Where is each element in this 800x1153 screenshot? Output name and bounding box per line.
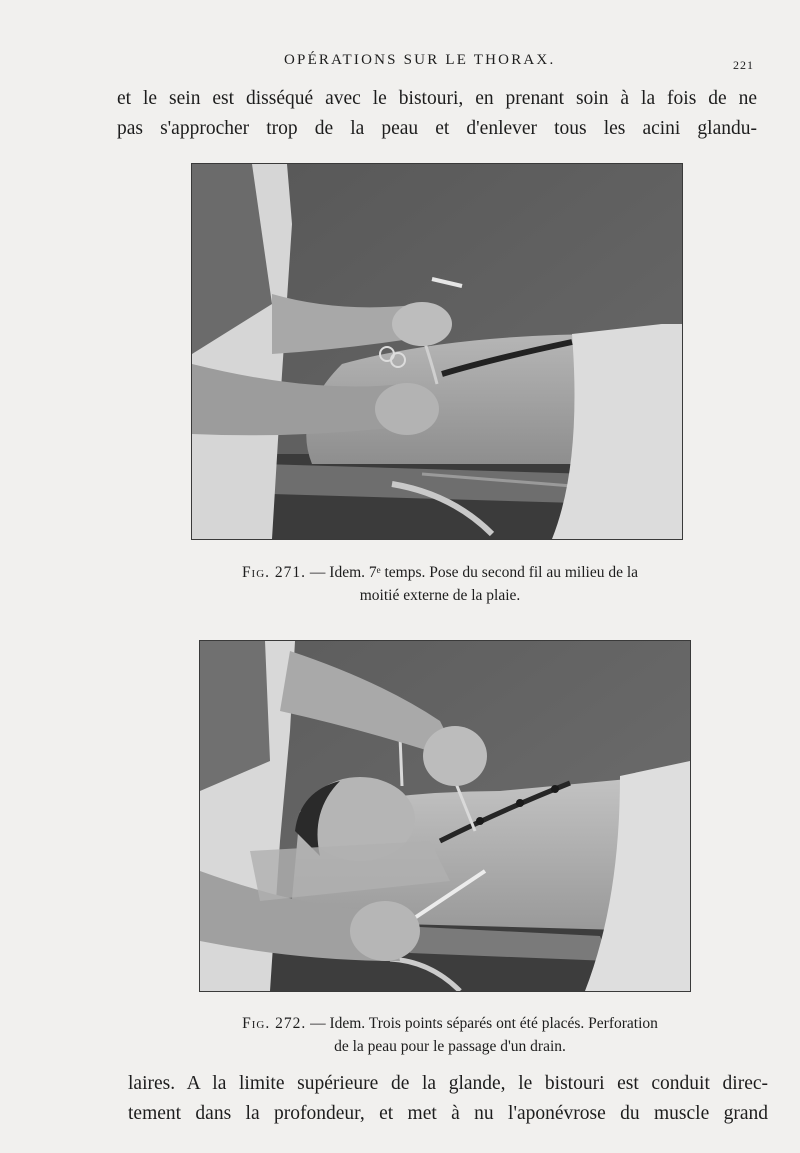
figure-272-photo	[199, 640, 691, 992]
text-line: laires. A la limite supérieure de la glande, le bistouri est conduit direc-	[128, 1073, 768, 1094]
page-number: 221	[733, 58, 754, 72]
body-text-bottom	[128, 1069, 768, 1129]
figure-271-photo	[191, 163, 683, 540]
figure-271-caption	[180, 561, 700, 607]
text-line: tement dans la profondeur, et met à nu l'aponévrose du muscle grand	[128, 1103, 768, 1124]
text-line: pas s'approcher trop de la peau et d'enlever tous les acini glandu-	[117, 118, 757, 139]
caption-text: — Idem. 7ᵉ temps. Pose du second fil au milieu de la	[309, 564, 639, 581]
running-head: OPÉRATIONS SUR LE THORAX.	[284, 52, 556, 68]
caption-text: de la peau pour le passage d'un drain.	[334, 1038, 566, 1055]
body-text-top	[117, 84, 757, 144]
text-line: et le sein est disséqué avec le bistouri, en prenant soin à la fois de ne	[117, 88, 757, 109]
caption-text: moitié externe de la plaie.	[359, 587, 521, 604]
caption-text: — Idem. Trois points séparés ont été placés. Perforation	[310, 1015, 658, 1032]
figure-label: Fig. 271.	[241, 564, 307, 581]
figure-label: Fig. 272.	[242, 1015, 307, 1032]
figure-272-caption	[190, 1012, 710, 1058]
